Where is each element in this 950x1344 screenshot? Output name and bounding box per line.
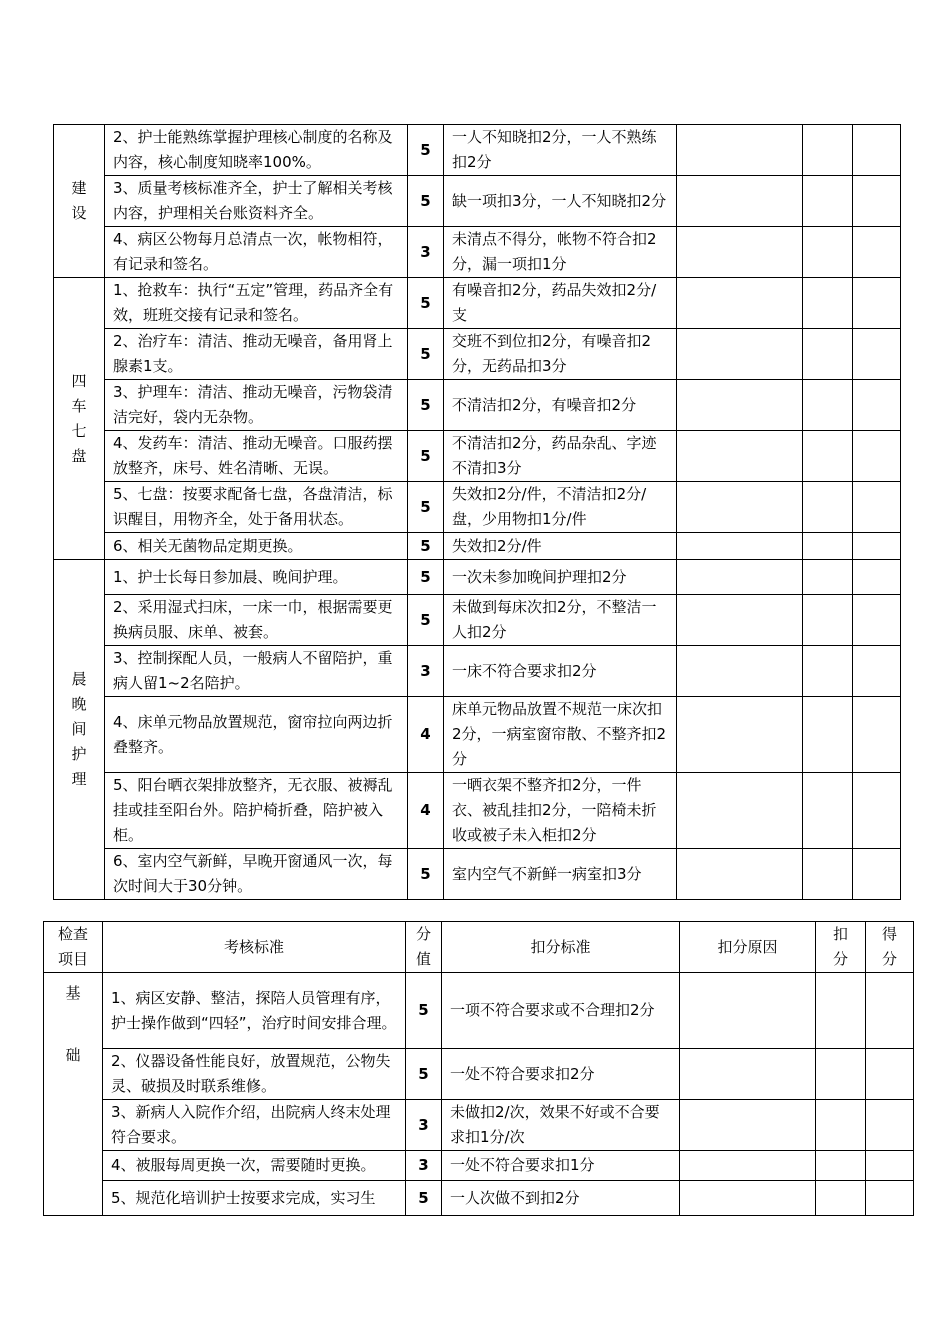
deducted-cell xyxy=(803,227,853,278)
got-cell xyxy=(866,973,914,1049)
assessment-table xyxy=(43,921,914,1216)
standard-cell: 4、发药车：清洁、推动无噪音。口服药摆放整齐，床号、姓名清晰、无误。 xyxy=(105,431,408,482)
reason-cell xyxy=(677,227,803,278)
header-item xyxy=(44,922,103,973)
got-cell xyxy=(853,560,901,595)
reason-cell xyxy=(677,482,803,533)
standard-cell: 2、治疗车：清洁、推动无噪音，备用肾上腺素1支。 xyxy=(105,329,408,380)
category-bottom: 础 xyxy=(65,1046,81,1064)
header-got xyxy=(866,922,914,973)
deduction-cell: 一晒衣架不整齐扣2分，一件衣、被乱挂扣2分，一陪椅未折收或被子未入柜扣2分 xyxy=(444,773,677,849)
deducted-cell xyxy=(803,773,853,849)
table-row xyxy=(54,125,901,176)
deducted-cell xyxy=(816,1100,866,1151)
deduction-cell: 一项不符合要求或不合理扣2分 xyxy=(442,973,680,1049)
got-cell xyxy=(853,646,901,697)
deducted-cell xyxy=(816,1151,866,1181)
deduction-cell: 未做扣2/次，效果不好或不合要求扣1分/次 xyxy=(442,1100,680,1151)
table-row xyxy=(44,1151,914,1181)
got-cell xyxy=(853,380,901,431)
header-reason: 扣分原因 xyxy=(680,922,816,973)
score-cell: 3 xyxy=(406,1151,442,1181)
reason-cell xyxy=(680,1049,816,1100)
score-cell: 3 xyxy=(408,646,444,697)
deduction-cell: 一处不符合要求扣2分 xyxy=(442,1049,680,1100)
standard-cell: 4、被服每周更换一次，需要随时更换。 xyxy=(103,1151,406,1181)
got-cell xyxy=(866,1049,914,1100)
reason-cell xyxy=(677,595,803,646)
score-cell: 5 xyxy=(406,1049,442,1100)
got-cell xyxy=(866,1100,914,1151)
reason-cell xyxy=(677,533,803,560)
deducted-cell xyxy=(803,560,853,595)
score-cell: 5 xyxy=(408,849,444,900)
table-row xyxy=(44,1181,914,1216)
header-score-label: 分值 xyxy=(415,925,431,968)
score-cell: 5 xyxy=(408,125,444,176)
reason-cell xyxy=(677,329,803,380)
got-cell xyxy=(853,849,901,900)
table-row xyxy=(54,533,901,560)
standard-cell: 1、病区安静、整洁，探陪人员管理有序，护士操作做到“四轻”，治疗时间安排合理。 xyxy=(103,973,406,1049)
deduction-cell: 一处不符合要求扣1分 xyxy=(442,1151,680,1181)
header-score xyxy=(406,922,442,973)
score-cell: 5 xyxy=(408,329,444,380)
standard-cell: 1、护士长每日参加晨、晚间护理。 xyxy=(105,560,408,595)
reason-cell xyxy=(677,380,803,431)
got-cell xyxy=(853,773,901,849)
table-row xyxy=(54,329,901,380)
deducted-cell xyxy=(803,176,853,227)
standard-cell: 4、床单元物品放置规范，窗帘拉向两边折叠整齐。 xyxy=(105,697,408,773)
category-cell xyxy=(54,560,105,900)
deducted-cell xyxy=(803,380,853,431)
got-cell xyxy=(853,482,901,533)
deducted-cell xyxy=(803,125,853,176)
deducted-cell xyxy=(803,278,853,329)
got-cell xyxy=(853,595,901,646)
table-row xyxy=(54,482,901,533)
standard-cell: 2、仪器设备性能良好，放置规范，公物失灵、破损及时联系维修。 xyxy=(103,1049,406,1100)
table-row xyxy=(54,646,901,697)
table-row xyxy=(54,380,901,431)
standard-cell: 2、护士能熟练掌握护理核心制度的名称及内容，核心制度知晓率100%。 xyxy=(105,125,408,176)
category-cell xyxy=(44,973,103,1216)
deduction-cell: 不清洁扣2分，有噪音扣2分 xyxy=(444,380,677,431)
deduction-cell: 一人不知晓扣2分，一人不熟练扣2分 xyxy=(444,125,677,176)
deduction-cell: 一人次做不到扣2分 xyxy=(442,1181,680,1216)
deduction-cell: 缺一项扣3分，一人不知晓扣2分 xyxy=(444,176,677,227)
got-cell xyxy=(853,329,901,380)
deducted-cell xyxy=(816,1049,866,1100)
reason-cell xyxy=(677,125,803,176)
score-cell: 5 xyxy=(408,176,444,227)
reason-cell xyxy=(677,560,803,595)
deduction-cell: 不清洁扣2分，药品杂乱、字迹不清扣3分 xyxy=(444,431,677,482)
deducted-cell xyxy=(816,973,866,1049)
deducted-cell xyxy=(803,431,853,482)
category-label: 四车七盘 xyxy=(71,371,87,465)
table-row xyxy=(54,176,901,227)
reason-cell xyxy=(677,849,803,900)
standard-cell: 3、新病人入院作介绍，出院病人终末处理符合要求。 xyxy=(103,1100,406,1151)
category-label: 建设 xyxy=(71,179,87,222)
reason-cell xyxy=(677,773,803,849)
score-cell: 5 xyxy=(408,278,444,329)
deducted-cell xyxy=(803,482,853,533)
standard-cell: 3、质量考核标准齐全，护士了解相关考核内容，护理相关台账资料齐全。 xyxy=(105,176,408,227)
deduction-cell: 失效扣2分/件 xyxy=(444,533,677,560)
table-row xyxy=(44,973,914,1049)
score-cell: 4 xyxy=(408,697,444,773)
got-cell xyxy=(853,697,901,773)
deducted-cell xyxy=(803,697,853,773)
score-cell: 5 xyxy=(408,560,444,595)
table-row xyxy=(54,431,901,482)
deduction-cell: 床单元物品放置不规范一床次扣2分，一病室窗帘散、不整齐扣2分 xyxy=(444,697,677,773)
score-cell: 5 xyxy=(408,380,444,431)
header-deducted-label: 扣分 xyxy=(832,925,848,968)
got-cell xyxy=(853,533,901,560)
deduction-cell: 有噪音扣2分，药品失效扣2分/支 xyxy=(444,278,677,329)
header-item-label: 检查项目 xyxy=(57,925,88,968)
standard-cell: 2、采用湿式扫床，一床一巾，根据需要更换病员服、床单、被套。 xyxy=(105,595,408,646)
score-cell: 3 xyxy=(408,227,444,278)
deduction-cell: 未清点不得分，帐物不符合扣2分，漏一项扣1分 xyxy=(444,227,677,278)
reason-cell xyxy=(677,176,803,227)
standard-cell: 1、抢救车：执行“五定”管理，药品齐全有效，班班交接有记录和签名。 xyxy=(105,278,408,329)
table-row xyxy=(54,849,901,900)
got-cell xyxy=(853,227,901,278)
reason-cell xyxy=(677,697,803,773)
table-row xyxy=(54,227,901,278)
standard-cell: 5、七盘：按要求配备七盘，各盘清洁，标识醒目，用物齐全，处于备用状态。 xyxy=(105,482,408,533)
table-row xyxy=(54,595,901,646)
standard-cell: 3、控制探配人员，一般病人不留陪护，重病人留1~2名陪护。 xyxy=(105,646,408,697)
score-cell: 5 xyxy=(408,595,444,646)
table-row xyxy=(54,560,901,595)
assessment-table-continued xyxy=(53,124,901,900)
reason-cell xyxy=(677,431,803,482)
got-cell xyxy=(853,431,901,482)
reason-cell xyxy=(680,1100,816,1151)
category-label: 晨晚间护理 xyxy=(71,670,87,788)
table-row xyxy=(54,697,901,773)
reason-cell xyxy=(677,646,803,697)
deduction-cell: 一床不符合要求扣2分 xyxy=(444,646,677,697)
header-got-label: 得分 xyxy=(881,925,897,968)
score-cell: 5 xyxy=(406,973,442,1049)
deducted-cell xyxy=(803,533,853,560)
standard-cell: 5、阳台晒衣架排放整齐，无衣服、被褥乱挂或挂至阳台外。陪护椅折叠，陪护被入柜。 xyxy=(105,773,408,849)
deducted-cell xyxy=(803,646,853,697)
standard-cell: 3、护理车：清洁、推动无噪音，污物袋清洁完好，袋内无杂物。 xyxy=(105,380,408,431)
score-cell: 5 xyxy=(406,1181,442,1216)
standard-cell: 6、相关无菌物品定期更换。 xyxy=(105,533,408,560)
category-cell xyxy=(54,278,105,560)
deduction-cell: 一次未参加晚间护理扣2分 xyxy=(444,560,677,595)
table-row xyxy=(54,773,901,849)
header-deducted xyxy=(816,922,866,973)
deducted-cell xyxy=(803,595,853,646)
got-cell xyxy=(853,278,901,329)
score-cell: 5 xyxy=(408,482,444,533)
reason-cell xyxy=(680,1151,816,1181)
deduction-cell: 失效扣2分/件，不清洁扣2分/盘，少用物扣1分/件 xyxy=(444,482,677,533)
table-row xyxy=(44,1049,914,1100)
deduction-cell: 交班不到位扣2分，有噪音扣2分，无药品扣3分 xyxy=(444,329,677,380)
table-header-row xyxy=(44,922,914,973)
header-deduction: 扣分标准 xyxy=(442,922,680,973)
reason-cell xyxy=(680,1181,816,1216)
got-cell xyxy=(866,1151,914,1181)
score-cell: 5 xyxy=(408,533,444,560)
reason-cell xyxy=(677,278,803,329)
category-cell xyxy=(54,125,105,278)
reason-cell xyxy=(680,973,816,1049)
got-cell xyxy=(853,176,901,227)
standard-cell: 4、病区公物每月总清点一次，帐物相符，有记录和签名。 xyxy=(105,227,408,278)
got-cell xyxy=(853,125,901,176)
deduction-cell: 未做到每床次扣2分，不整洁一人扣2分 xyxy=(444,595,677,646)
table-row xyxy=(44,1100,914,1151)
deduction-cell: 室内空气不新鲜一病室扣3分 xyxy=(444,849,677,900)
deducted-cell xyxy=(816,1181,866,1216)
header-standard: 考核标准 xyxy=(103,922,406,973)
deducted-cell xyxy=(803,849,853,900)
got-cell xyxy=(866,1181,914,1216)
standard-cell: 5、规范化培训护士按要求完成，实习生 xyxy=(103,1181,406,1216)
score-cell: 3 xyxy=(406,1100,442,1151)
score-cell: 4 xyxy=(408,773,444,849)
deducted-cell xyxy=(803,329,853,380)
category-top: 基 xyxy=(65,984,81,1002)
standard-cell: 6、室内空气新鲜，早晚开窗通风一次，每次时间大于30分钟。 xyxy=(105,849,408,900)
score-cell: 5 xyxy=(408,431,444,482)
table-row xyxy=(54,278,901,329)
